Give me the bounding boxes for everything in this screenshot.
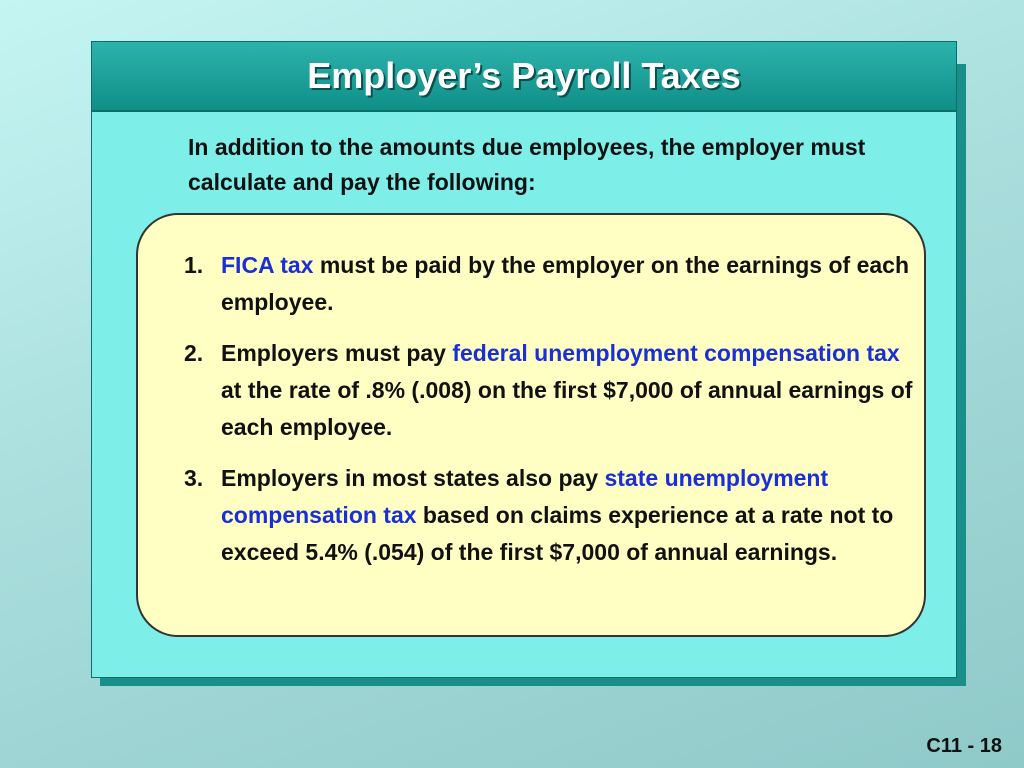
item-highlight: FICA tax [221,252,314,278]
slide-number: C11 - 18 [926,735,1002,757]
slide-panel [91,41,957,678]
slide-title: Employer’s Payroll Taxes [307,55,741,96]
item-body: based on claims experience at a rate not to exceed 5.4% (.054) of the first $7,000 of annual earnings. [221,502,894,565]
tax-list [184,247,924,585]
item-text [221,335,924,446]
list-item [184,335,924,446]
intro-text: In addition to the amounts due employees, the employer must calculate and pay the following: [188,134,866,195]
item-number: 3. [184,465,204,491]
title-bar [92,42,956,112]
item-prefix: Employers in most states also pay [221,465,605,491]
item-text [221,247,924,321]
item-body: at the rate of .8% (.008) on the first $7,000 of annual earnings of each employee. [221,377,913,440]
item-prefix: Employers must pay [221,340,453,366]
item-number: 2. [184,340,204,366]
callout-box [136,213,926,637]
list-item [184,460,924,571]
list-item [184,247,924,321]
item-number: 1. [184,252,204,278]
item-text [221,460,924,571]
item-body: must be paid by the employer on the earnings of each employee. [221,252,910,315]
item-highlight: state unemployment compensation tax [221,465,829,528]
item-highlight: federal unemployment compensation tax [452,340,900,366]
